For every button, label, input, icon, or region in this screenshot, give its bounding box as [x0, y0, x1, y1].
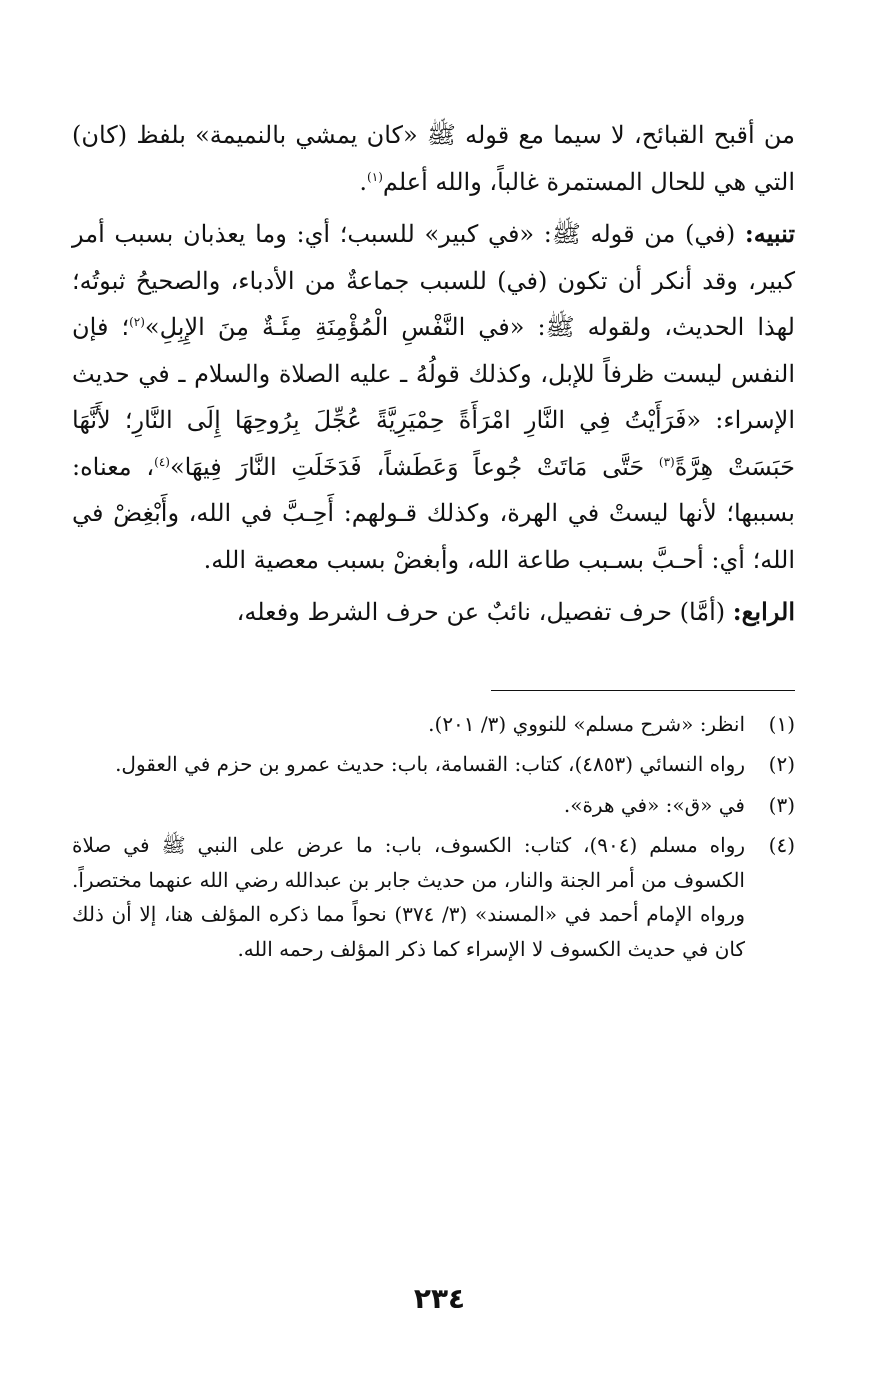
footnotes: [72, 707, 795, 967]
paragraph-1: [72, 112, 795, 205]
footnote-text: رواه النسائي (٤٨٥٣)، كتاب: القسامة، باب: حديث عمرو بن حزم في العقول.: [115, 752, 745, 776]
page-number: ٢٣٤: [413, 1282, 466, 1315]
footnote-number: (٢): [768, 752, 795, 776]
paragraph-1-text: من أقبح القبائح، لا سيما مع قوله ﷺ «كان يمشي بالنميمة» بلفظ (كان) التي هي للحال المستمرة غالباً، والله أعلم: [72, 121, 795, 196]
paragraph-2-part-b: ؛ فإن النفس ليست ظرفاً للإبل، وكذلك قولُهُ ـ عليه الصلاة والسلام ـ في حديث الإسراء: «فَرَأَيْتُ فِي النَّارِ امْرَأَةً حِمْيَرِيَّةً عُجِّلَ بِرُوحِهَا إِلَى النَّارِ؛ لأَنَّهَا حَبَسَتْ هِرَّةً: [72, 313, 796, 481]
footnote-text: رواه مسلم (٩٠٤)، كتاب: الكسوف، باب: ما عرض على النبي ﷺ في صلاة الكسوف من أمر الجنة والنار، من حديث جابر بن عبدالله رضي الله عنهما مختصراً. ورواه الإمام أحمد في «المسند» (٣/ ٣٧٤) نحواً مما ذكره المؤلف هنا، إلا أن ذلك كان في حديث الكسوف لا الإسراء كما ذكر المؤلف رحمه الله.: [72, 833, 746, 961]
footnote-number: (٣): [768, 792, 795, 817]
footnote-text: انظر: «شرح مسلم» للنووي (٣/ ٢٠١).: [428, 711, 745, 736]
paragraph-1-end: .: [359, 167, 368, 196]
footnote-number: (١): [768, 711, 795, 736]
footnote-ref-4[interactable]: (٤): [154, 454, 170, 469]
book-page: [72, 112, 795, 1353]
paragraph-3: [72, 589, 795, 636]
paragraph-2-part-c: حَتَّى مَاتَتْ جُوعاً وَعَطَشاً، فَدَخَلَتِ النَّارَ فِيهَا»: [169, 452, 659, 481]
footnote-1: [72, 707, 795, 742]
footnote-ref-3[interactable]: (٣): [658, 454, 675, 469]
footnote-divider: [491, 690, 795, 691]
paragraph-3-text: (أمَّا) حرف تفصيل، نائبٌ عن حرف الشرط وفعله،: [236, 598, 733, 626]
footnote-4: [72, 828, 795, 966]
tanbih-heading: تنبيه:: [744, 219, 795, 248]
fourth-heading: الرابع:: [732, 597, 795, 626]
footnote-ref-2[interactable]: (٢): [129, 315, 145, 329]
paragraph-2-part-a: (في) من قوله ﷺ: «في كبير» للسبب؛ أي: وما يعذبان بسبب أمر كبير، وقد أنكر أن تكون (في) للسبب جماعةٌ من الأدباء، والصحيحُ ثبوتُه؛ لهذا الحديث، ولقوله ﷺ: «في النَّفْسِ الْمُؤْمِنَةِ مِئَـةٌ مِنَ الإِبِلِ»: [72, 220, 795, 341]
footnote-number: (٤): [768, 833, 795, 857]
footnote-2: [72, 747, 795, 782]
paragraph-2: [72, 211, 795, 583]
paragraph-2-part-d: ، معناه: بسببها؛ لأنها ليستْ في الهرة، وكذلك قـولهم: أَحِـبَّ في الله، وأَبْغِضْ في الله؛ أي: أحـبَّ بسـبب طاعة الله، وأبغضْ بسبب معصية الله.: [72, 452, 795, 574]
footnote-text: في «ق»: «في هرة».: [563, 792, 745, 817]
footnote-3: [72, 788, 795, 823]
main-text: [72, 112, 795, 636]
footnote-ref-1[interactable]: (١): [367, 169, 383, 184]
